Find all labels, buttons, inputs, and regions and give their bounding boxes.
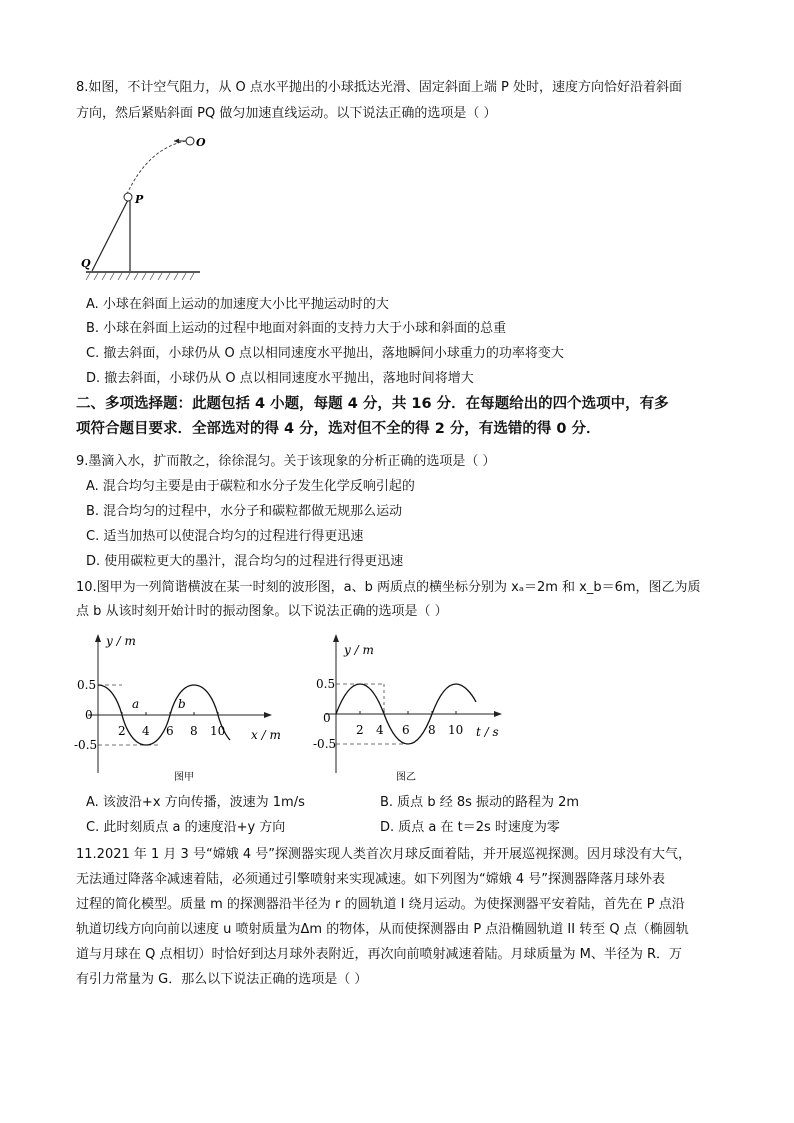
label-p: P [135, 193, 144, 206]
tick-label-0: 0 [85, 708, 93, 722]
trajectory-curve [126, 141, 186, 196]
t-axis-arrow [494, 711, 502, 717]
section2-heading-line2: 项符合题目要求．全部选对的得 4 分，选对但不全的得 2 分，有选错的得 0 分． [76, 421, 601, 437]
tick-label-2: 2 [356, 723, 364, 737]
q9-option-c: C. 适当加热可以使混合均匀的过程进行得更迅速 [86, 529, 364, 544]
q8-option-d: D. 撤去斜面，小球仍从 O 点以相同速度水平抛出，落地时间将增大 [86, 371, 474, 386]
graph-yi [313, 628, 508, 786]
y-label: y / m [344, 643, 374, 657]
tick-label-05: 0.5 [77, 678, 97, 692]
x-axis-arrow [264, 712, 272, 718]
q10-option-c: C. 此时刻质点 a 的速度沿+y 方向 [86, 820, 286, 835]
tick-label-neg05: -0.5 [313, 737, 337, 751]
label-q: Q [81, 257, 91, 270]
point-b-label: b [178, 697, 186, 711]
tick-label-2: 2 [118, 724, 126, 738]
tick-label-10: 10 [210, 724, 226, 738]
q11-line1: 11.2021 年 1 月 3 号“嫦娥 4 号”探测器实现人类首次月球反面着陆，并开展巡视探测。因月球没有大气， [76, 847, 691, 862]
x-label: x / m [251, 728, 281, 742]
point-a-label: a [132, 697, 140, 711]
label-o: O [196, 136, 206, 149]
q10-option-b: B. 质点 b 经 8s 振动的路程为 2m [380, 795, 580, 810]
q10-option-d: D. 质点 a 在 t＝2s 时速度为零 [380, 820, 560, 835]
q9-option-b: B. 混合均匀的过程中，水分子和碳粒都做无规那么运动 [86, 504, 403, 519]
caption-jia: 图甲 [174, 772, 194, 783]
ball-at-o [186, 137, 194, 145]
q10-option-a: A. 该波沿+x 方向传播，波速为 1m/s [86, 795, 305, 810]
tick-label-8: 8 [190, 724, 198, 738]
q9-stem: 9.墨滴入水，扩而散之，徐徐混匀。关于该现象的分析正确的选项是（ ） [76, 454, 496, 469]
y-axis-arrow [333, 634, 339, 642]
ball-at-p [124, 193, 132, 201]
q9-option-a: A. 混合均匀主要是由于碳粒和水分子发生化学反响引起的 [86, 479, 415, 494]
incline-slope [92, 196, 130, 271]
tick-label-4: 4 [142, 724, 150, 738]
q8-stem-line1: 8.如图，不计空气阻力，从 O 点水平抛出的小球抵达光滑、固定斜面上端 P 处时，速度方向恰好沿着斜面 [76, 80, 683, 95]
q10-stem-line2: 点 b 从该时刻开始计时的振动图象。以下说法正确的选项是（ ） [76, 604, 448, 619]
caption-yi: 图乙 [396, 772, 416, 783]
y-label: y / m [106, 634, 136, 648]
q11-line5: 道与月球在 Q 点相切）时恰好到达月球外表附近，再次向前喷射减速着陆。月球质量为 M、半径为 R．万 [76, 947, 683, 962]
q11-line2: 无法通过降落伞减速着陆，必须通过引擎喷射来实现减速。如下列图为“嫦娥 4 号”探测器降落月球外表 [76, 872, 666, 887]
section2-heading-line1: 二、多项选择题：此题包括 4 小题，每题 4 分，共 16 分．在每题给出的四个选项中，有多 [76, 396, 669, 412]
q11-line3: 过程的简化模型。质量 m 的探测器沿半径为 r 的圆轨道 I 绕月运动。为使探测器平安着陆，首先在 P 点沿 [76, 897, 685, 912]
y-axis-arrow [95, 634, 101, 642]
tick-label-0: 0 [323, 711, 331, 725]
q8-option-a: A. 小球在斜面上运动的加速度大小比平抛运动时的大 [86, 297, 389, 312]
tick-label-neg05: -0.5 [74, 738, 98, 752]
q8-option-b: B. 小球在斜面上运动的过程中地面对斜面的支持力大于小球和斜面的总重 [86, 321, 507, 336]
tick-label-10: 10 [448, 723, 464, 737]
q11-line4: 轨道切线方向向前以速度 u 喷射质量为Δm 的物体，从而使探测器由 P 点沿椭圆轨道 II 转至 Q 点（椭圆轨 [76, 922, 689, 937]
q8-stem-line2: 方向，然后紧贴斜面 PQ 做匀加速直线运动。以下说法正确的选项是（ ） [76, 106, 497, 121]
t-label: t / s [476, 725, 499, 739]
ground-hatch [86, 273, 194, 280]
q8-option-c: C. 撤去斜面，小球仍从 O 点以相同速度水平抛出，落地瞬间小球重力的功率将变大 [86, 346, 564, 361]
tick-label-6: 6 [402, 723, 410, 737]
tick-label-05: 0.5 [316, 677, 336, 691]
tick-label-6: 6 [166, 724, 174, 738]
q8-incline-figure [76, 130, 206, 285]
arrowhead [174, 139, 179, 144]
q10-stem-line1: 10.图甲为一列简谐横波在某一时刻的波形图，a、b 两质点的横坐标分别为 xₐ＝2m 和 x_b＝6m，图乙为质 [76, 580, 701, 595]
tick-label-4: 4 [376, 723, 384, 737]
graph-jia [74, 628, 281, 786]
q11-line6: 有引力常量为 G．那么以下说法正确的选项是（ ） [76, 972, 368, 987]
tick-label-8: 8 [428, 723, 436, 737]
q9-option-d: D. 使用碳粒更大的墨汁，混合均匀的过程进行得更迅速 [86, 554, 404, 569]
